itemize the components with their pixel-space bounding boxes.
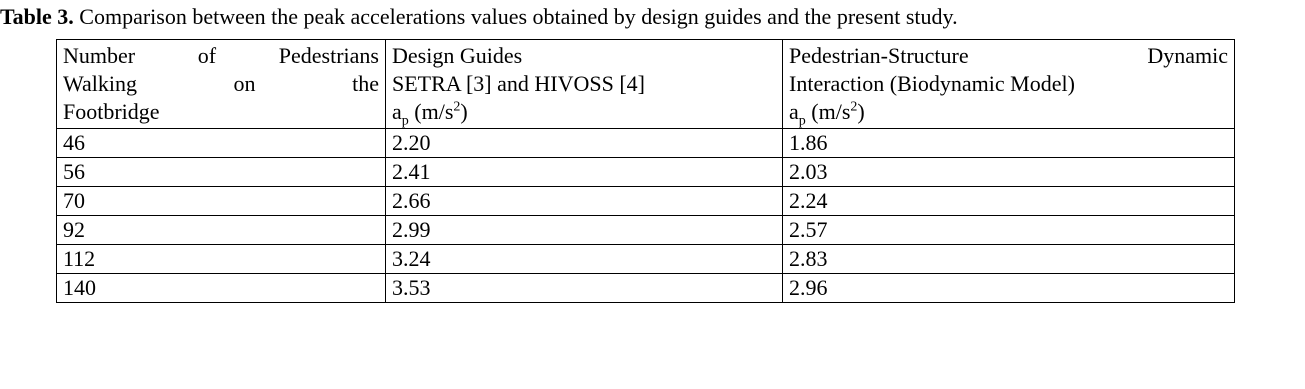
header-line: Design Guides [392, 43, 523, 68]
cell-design-guides: 3.53 [386, 274, 783, 303]
header-cell-biodynamic [783, 40, 1235, 129]
cell-pedestrians: 46 [57, 129, 386, 158]
table-caption-text: Comparison between the peak accelerations values obtained by design guides and the present study. [73, 4, 958, 29]
table-row [57, 187, 1235, 216]
table-header-row [57, 40, 1235, 129]
header-cell-design-guides [386, 40, 783, 129]
cell-pedestrians: 92 [57, 216, 386, 245]
cell-pedestrians: 140 [57, 274, 386, 303]
cell-biodynamic: 2.57 [783, 216, 1235, 245]
cell-pedestrians: 70 [57, 187, 386, 216]
table-caption [0, 0, 1305, 34]
cell-biodynamic: 2.24 [783, 187, 1235, 216]
unit-base: a [392, 99, 402, 124]
unit-text: (m/s [408, 99, 454, 124]
cell-biodynamic: 2.83 [783, 245, 1235, 274]
header-line: Pedestrian-Structure Dynamic [789, 43, 1228, 68]
cell-pedestrians: 112 [57, 245, 386, 274]
header-line: Interaction (Biodynamic Model) [789, 71, 1075, 96]
header-unit [789, 98, 1228, 129]
header-line: Footbridge [63, 99, 160, 124]
cell-design-guides: 2.66 [386, 187, 783, 216]
cell-design-guides: 2.99 [386, 216, 783, 245]
cell-design-guides: 2.20 [386, 129, 783, 158]
cell-design-guides: 2.41 [386, 158, 783, 187]
cell-design-guides: 3.24 [386, 245, 783, 274]
comparison-table [56, 39, 1235, 303]
cell-biodynamic: 2.03 [783, 158, 1235, 187]
header-unit [392, 98, 776, 129]
cell-biodynamic: 2.96 [783, 274, 1235, 303]
cell-pedestrians: 56 [57, 158, 386, 187]
unit-close: ) [460, 99, 468, 124]
table-row [57, 245, 1235, 274]
header-line: Number of Pedestrians [63, 43, 379, 68]
table-row [57, 129, 1235, 158]
table-caption-label: Table 3. [0, 4, 74, 29]
unit-subscript: p [798, 113, 806, 129]
table-row [57, 216, 1235, 245]
header-line: Walking on the [63, 71, 379, 96]
unit-close: ) [857, 99, 865, 124]
cell-biodynamic: 1.86 [783, 129, 1235, 158]
unit-base: a [789, 99, 799, 124]
table-row [57, 158, 1235, 187]
unit-superscript: 2 [453, 99, 461, 115]
header-line: SETRA [3] and HIVOSS [4] [392, 71, 645, 96]
table-row [57, 274, 1235, 303]
unit-superscript: 2 [850, 99, 858, 115]
unit-subscript: p [401, 113, 409, 129]
unit-text: (m/s [805, 99, 851, 124]
header-cell-pedestrians [57, 40, 386, 129]
